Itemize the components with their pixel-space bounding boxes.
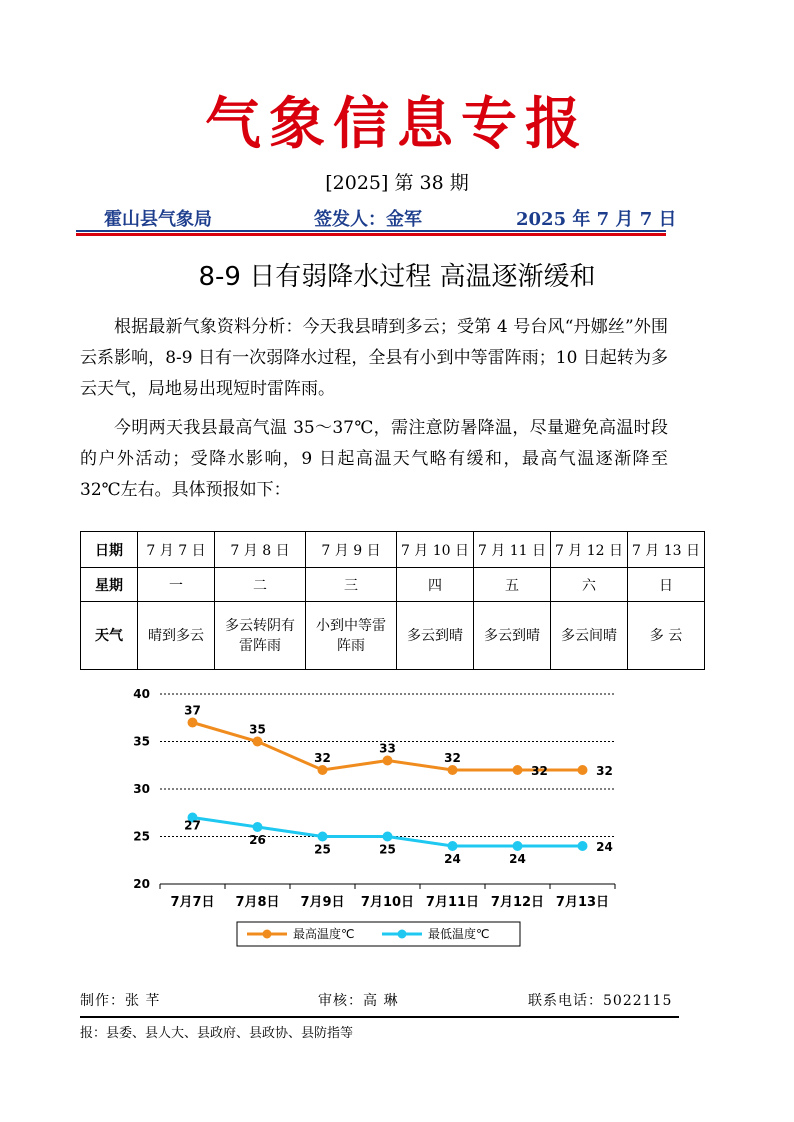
weather-cell: 小到中等雷阵雨: [306, 602, 397, 670]
y-tick-label: 25: [133, 829, 150, 844]
date-cell: 7 月 7 日: [138, 532, 215, 568]
weekday-cell: 日: [628, 568, 705, 602]
issuing-org: 霍山县气象局: [104, 209, 212, 230]
legend-label: 最低温度℃: [428, 927, 490, 941]
data-point: [578, 765, 588, 775]
data-label: 32: [314, 751, 331, 765]
temperature-chart: [115, 680, 635, 952]
data-point: [448, 841, 458, 851]
data-label: 25: [379, 842, 396, 857]
data-point: [253, 737, 263, 747]
header-rule-blue: [76, 230, 666, 232]
header-rule-red: [76, 233, 666, 236]
issue-number: [2025] 第 38 期: [325, 172, 469, 194]
data-label: 33: [379, 741, 396, 756]
x-tick-label: 7月7日: [170, 895, 215, 910]
data-label: 24: [444, 852, 461, 866]
date-cell: 7 月 12 日: [551, 532, 628, 568]
weather-cell: 晴到多云: [138, 602, 215, 670]
data-label: 24: [509, 852, 526, 866]
paragraph-2: 今明两天我县最高气温 35～37℃，需注意防暑降温，尽量避免高温时段的户外活动；受降水影响，9 日起高温天气略有缓和，最高气温逐渐降至 32℃左右。具体预报如下：: [80, 418, 668, 500]
data-label: 27: [184, 818, 201, 833]
y-tick-label: 35: [133, 734, 150, 749]
data-point: [318, 765, 328, 775]
data-point: [188, 718, 198, 728]
table-row-weekdays: [81, 568, 705, 602]
header-date: 日期: [81, 532, 138, 568]
data-point: [318, 832, 328, 842]
data-label: 32: [444, 751, 461, 765]
x-tick-label: 7月11日: [425, 895, 480, 910]
table-row-weather: [81, 602, 705, 670]
data-point: [383, 756, 393, 766]
date-cell: 7 月 13 日: [628, 532, 705, 568]
header-weekday: 星期: [81, 568, 138, 602]
footer-rule: [80, 1016, 679, 1018]
x-tick-label: 7月13日: [555, 895, 610, 910]
data-label: 32: [596, 764, 613, 778]
weekday-cell: 二: [215, 568, 306, 602]
weekday-cell: 四: [397, 568, 474, 602]
data-label: 25: [314, 842, 331, 857]
x-tick-label: 7月9日: [300, 895, 345, 910]
data-label: 26: [249, 833, 266, 847]
data-point: [578, 841, 588, 851]
header-weather: 天气: [81, 602, 138, 670]
data-label: 32: [531, 764, 548, 778]
weather-cell: 多云到晴: [474, 602, 551, 670]
weather-cell: 多云间晴: [551, 602, 628, 670]
data-label: 37: [184, 703, 201, 718]
weekday-cell: 三: [306, 568, 397, 602]
data-label: 24: [596, 840, 613, 854]
issue-date: 2025 年 7 月 7 日: [516, 209, 677, 230]
weather-cell: 多云转阴有雷阵雨: [215, 602, 306, 670]
distribution: 报：县委、县人大、县政府、县政协、县防指等: [80, 1026, 354, 1041]
x-tick-label: 7月10日: [360, 895, 415, 910]
weather-cell: 多云到晴: [397, 602, 474, 670]
legend-label: 最高温度℃: [293, 927, 355, 941]
y-tick-label: 30: [133, 782, 150, 796]
date-cell: 7 月 8 日: [215, 532, 306, 568]
date-cell: 7 月 9 日: [306, 532, 397, 568]
data-point: [513, 841, 523, 851]
legend-swatch-marker: [263, 930, 272, 939]
date-cell: 7 月 10 日: [397, 532, 474, 568]
weekday-cell: 五: [474, 568, 551, 602]
weekday-cell: 一: [138, 568, 215, 602]
masthead: 气象信息专报: [205, 91, 589, 157]
maker: 制作：张 芊: [80, 993, 161, 1009]
y-tick-label: 40: [133, 687, 150, 701]
data-point: [448, 765, 458, 775]
data-label: 35: [249, 722, 266, 737]
data-point: [253, 822, 263, 832]
table-row-dates: [81, 532, 705, 568]
legend-swatch-marker: [398, 930, 407, 939]
data-point: [513, 765, 523, 775]
issuer: 签发人：金军: [314, 209, 422, 230]
x-tick-label: 7月12日: [490, 895, 545, 910]
date-cell: 7 月 11 日: [474, 532, 551, 568]
y-tick-label: 20: [133, 877, 150, 891]
weekday-cell: 六: [551, 568, 628, 602]
reviewer: 审核：高 琳: [318, 993, 399, 1009]
paragraph-1: 根据最新气象资料分析：今天我县晴到多云；受第 4 号台风“丹娜丝”外围云系影响，8-9 日有一次弱降水过程，全县有小到中等雷阵雨；10 日起转为多云天气，局地易出现短时雷阵雨。: [80, 317, 668, 399]
data-point: [383, 832, 393, 842]
forecast-table: [80, 531, 705, 670]
headline: 8-9 日有弱降水过程 高温逐渐缓和: [198, 262, 596, 292]
x-tick-label: 7月8日: [235, 895, 280, 910]
contact-phone: 联系电话：5022115: [528, 993, 673, 1009]
weather-cell: 多 云: [628, 602, 705, 670]
